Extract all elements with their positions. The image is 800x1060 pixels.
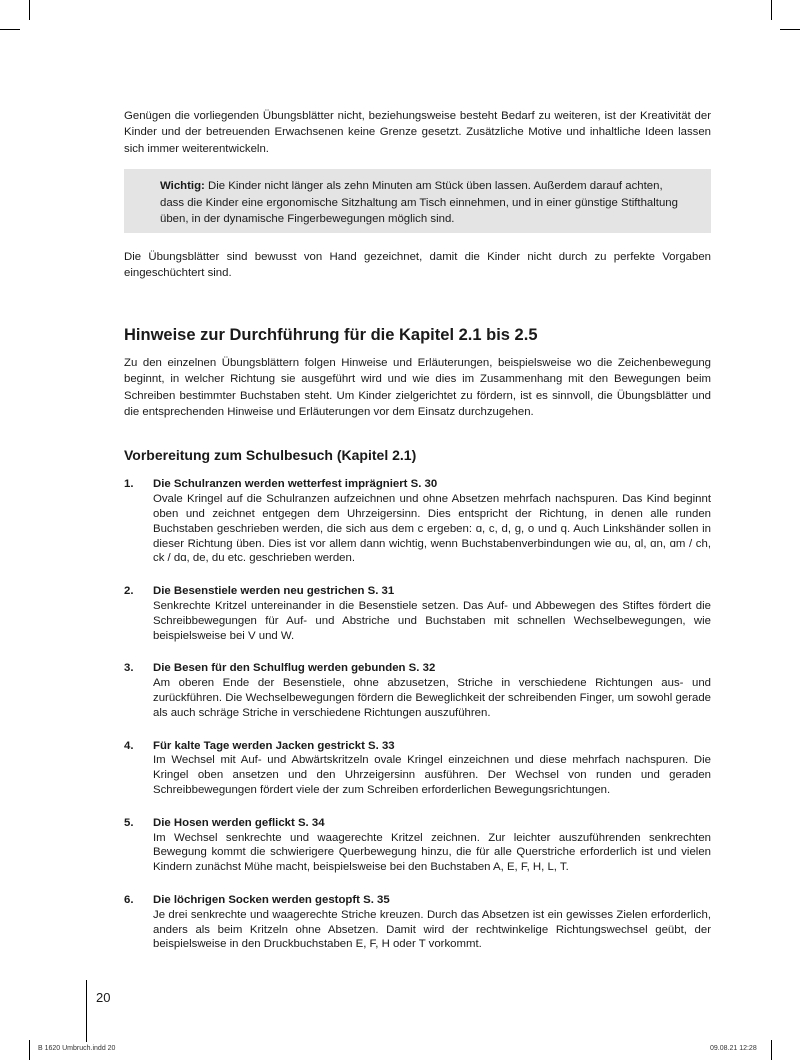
section-paragraph: Zu den einzelnen Übungsblättern folgen Hinweise und Erläuterungen, beispielsweise wo die Zeichenbewegung beginnt, in welcher Richtung sie ausgeführt wird und wie dies im Zusammenhang mit den Bewegungen beim Schreiben bestimmter Buchstaben steht. Um Kinder zielgerichtet zu fördern, ist es sinnvoll, die Übungsblätter und die entsprechenden Hinweise und Erläuterungen vor dem Einsatz durchzugehen.: [124, 356, 711, 419]
item-text: Senkrechte Kritzel untereinander in die Besenstiele setzen. Das Auf- und Abbewegen des Stiftes fördert die Schreibbewegungen für Auf- und Abstriche und Buchstaben mit schnellen Wechselbewegungen, wie beispielsweise bei V und W.: [153, 600, 711, 642]
item-number: 5.: [124, 816, 134, 829]
paragraph-hand-drawn: Die Übungsblätter sind bewusst von Hand gezeichnet, damit die Kinder nicht durch zu perfekte Vorgaben eingeschüchtert sind.: [124, 251, 711, 280]
list-item: [124, 477, 711, 566]
subheading: Vorbereitung zum Schulbesuch (Kapitel 2.1): [124, 447, 417, 464]
item-text: Im Wechsel mit Auf- und Abwärtskritzeln ovale Kringel einzeichnen und diese mehrfach nachspuren. Die Kringel oben ansetzen und den Uhrzeigersinn ausführen. Der Wechsel von runden und geraden Schreibbewegungen fördert viele der zum Schreiben erforderlichen Bewegungsrichtungen.: [153, 754, 711, 796]
note-box: [124, 169, 711, 233]
item-body: [153, 477, 711, 566]
page-number: 20: [96, 990, 111, 1005]
item-number: 6.: [124, 893, 134, 906]
item-number: 4.: [124, 739, 134, 752]
item-number: 1.: [124, 478, 134, 491]
item-title: Die Hosen werden geflickt S. 34: [153, 816, 325, 829]
item-body: [153, 816, 711, 875]
list-item: [124, 893, 711, 952]
list-item: [124, 661, 711, 720]
crop-mark-top-right-vertical: [771, 0, 772, 20]
print-slug-file: B 1620 Umbruch.indd 20: [38, 1045, 116, 1052]
crop-mark-top-left-horizontal: [0, 29, 20, 30]
item-text: Ovale Kringel auf die Schulranzen aufzeichnen und ohne Absetzen mehrfach nachspuren. Das Kind beginnt oben und zeichnet entgegen dem Uhrzeigersinn. Dies entspricht der Richtung, in denen alle runden Buchstaben geschrieben werden, die sich aus dem c ergeben: ɑ, c, d, g, o und q. Auch Linkshänder sollen in dieser Richtung üben. Dies ist vor allem dann wichtig, wenn Buchstabenverbindungen wie ɑu, ɑl, ɑn, ɑm / ch, ck / dɑ, de, du etc. geschrieben werden.: [153, 493, 711, 565]
print-slug-date: 09.08.21 12:28: [710, 1045, 757, 1052]
crop-mark-top-right-horizontal: [780, 29, 800, 30]
crop-mark-top-left-vertical: [29, 0, 30, 20]
item-body: [153, 661, 711, 720]
intro-paragraph: Genügen die vorliegenden Übungsblätter nicht, beziehungsweise besteht Bedarf zu weiteren, ist der Kreativität der Kinder und der betreuenden Erwachsenen keine Grenze gesetzt. Zusätzliche Motive und inhaltliche Ideen lassen sich immer weiterentwickeln.: [124, 110, 711, 155]
page-content: [124, 108, 711, 970]
item-body: [153, 584, 711, 643]
list-item: [124, 584, 711, 643]
item-title: Die löchrigen Socken werden gestopft S. 35: [153, 893, 390, 906]
crop-mark-bottom-left-vertical: [29, 1040, 30, 1060]
numbered-list: [124, 477, 711, 952]
item-body: [153, 739, 711, 798]
section-heading: Hinweise zur Durchführung für die Kapitel 2.1 bis 2.5: [124, 325, 538, 344]
item-text: Im Wechsel senkrechte und waagerechte Kritzel zeichnen. Zur leichter auszuführenden senkrechten Bewegung kommt die schwierigere Querbewegung hinzu, die für alle Querstriche erforderlich ist und vielen Kindern zunächst Mühe macht, beispielsweise bei den Buchstaben A, E, F, H, L, T.: [153, 831, 711, 874]
item-title: Die Besenstiele werden neu gestrichen S. 31: [153, 585, 395, 598]
list-item: [124, 739, 711, 798]
item-number: 2.: [124, 585, 134, 598]
page-number-rule: [86, 980, 87, 1042]
item-number: 3.: [124, 662, 134, 675]
crop-mark-bottom-right-vertical: [771, 1040, 772, 1060]
note-paragraph: [160, 178, 681, 228]
item-text: Je drei senkrechte und waagerechte Striche kreuzen. Durch das Absetzen ist ein gewisses Zielen erforderlich, anders als beim Kritzeln ohne Absetzen. Damit wird der rechtwinkelige Richtungswechsel geübt, der beispielsweise in den Druckbuchstaben E, F, H oder T vorkommt.: [153, 908, 711, 951]
item-title: Die Besen für den Schulflug werden gebunden S. 32: [153, 662, 436, 675]
note-text: Die Kinder nicht länger als zehn Minuten am Stück üben lassen. Außerdem darauf achten, dass die Kinder eine ergonomische Sitzhaltung am Tisch einnehmen, und in einer günstige Stifthaltung üben, in der dynamische Fingerbewegungen möglich sind.: [160, 180, 678, 226]
note-label: Wichtig:: [160, 180, 205, 193]
list-item: [124, 816, 711, 875]
item-text: Am oberen Ende der Besenstiele, ohne abzusetzen, Striche in verschiedene Richtungen aus- und zurückführen. Die Wechselbewegungen fördern die Beweglichkeit der schreibenden Finger, um sowohl gerade als auch schräge Striche in verschiedene Richtungen auszuführen.: [153, 677, 711, 719]
item-title: Die Schulranzen werden wetterfest imprägniert S. 30: [153, 478, 438, 491]
item-body: [153, 893, 711, 952]
item-title: Für kalte Tage werden Jacken gestrickt S. 33: [153, 739, 395, 752]
